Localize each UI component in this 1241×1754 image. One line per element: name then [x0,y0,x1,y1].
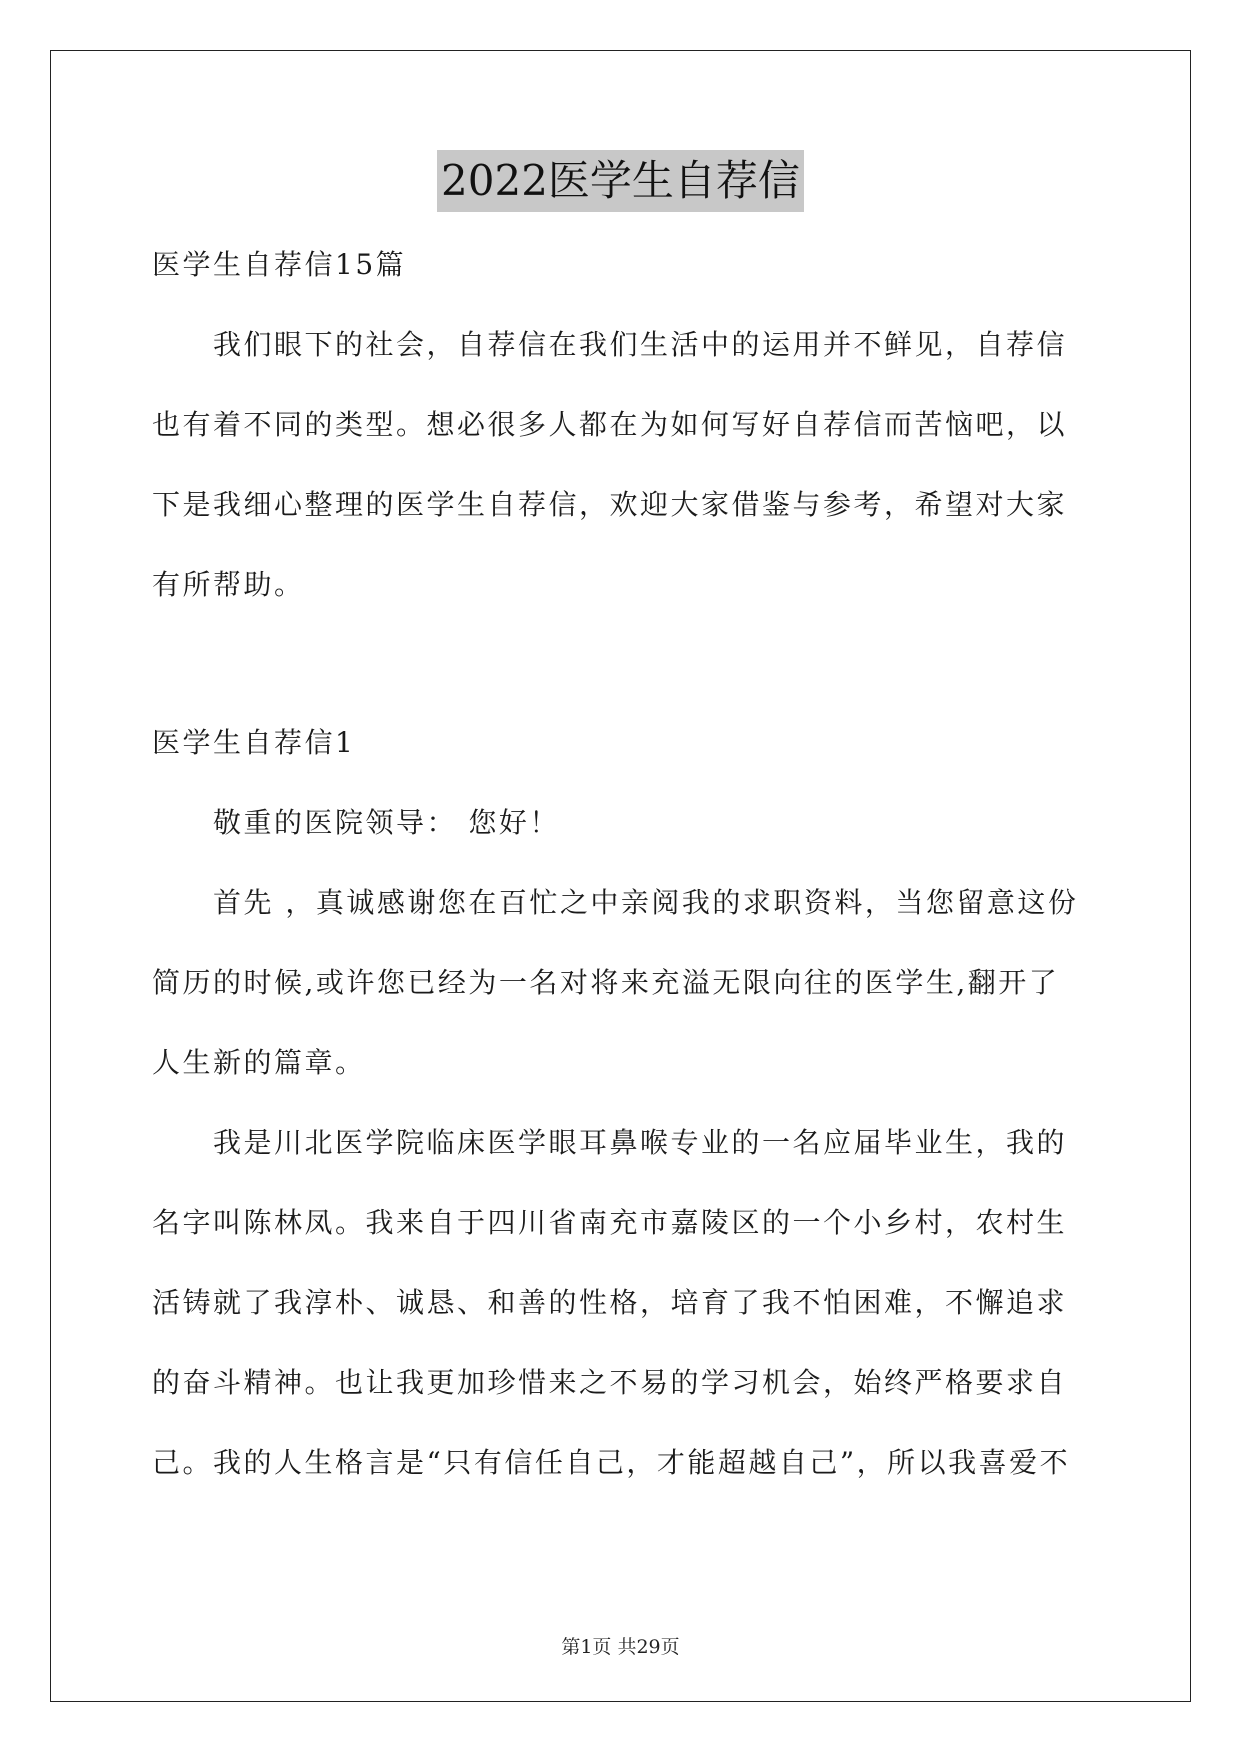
section-heading: 医学生自荐信1 [152,726,356,759]
paragraph-line: 己。我的人生格言是“只有信任自己，才能超越自己”，所以我喜爱不 [152,1446,1071,1479]
intro-line: 有所帮助。 [152,568,305,601]
paragraph-line: 我是川北医学院临床医学眼耳鼻喉专业的一名应届毕业生，我的 [213,1126,1068,1159]
paragraph-line: 简历的时候,或许您已经为一名对将来充溢无限向往的医学生,翻开了 [152,966,1060,999]
document-title: 2022医学生自荐信 [437,150,804,212]
title-container [0,150,1241,212]
paragraph-line: 的奋斗精神。也让我更加珍惜来之不易的学习机会，始终严格要求自 [152,1366,1068,1399]
intro-line: 下是我细心整理的医学生自荐信，欢迎大家借鉴与参考，希望对大家 [152,488,1068,521]
paragraph-line: 名字叫陈林凤。我来自于四川省南充市嘉陵区的一个小乡村，农村生 [152,1206,1068,1239]
document-body [152,225,1092,1503]
greeting: 敬重的医院领导： 您好！ [213,806,560,839]
paragraph-line: 首先 ，真诚感谢您在百忙之中亲阅我的求职资料，当您留意这份 [213,886,1079,919]
paragraph-line: 活铸就了我淳朴、诚恳、和善的性格，培育了我不怕困难，不懈追求 [152,1286,1068,1319]
paragraph-line: 人生新的篇章。 [152,1046,366,1079]
page-number: 第1页 共29页 [561,1636,680,1658]
subtitle: 医学生自荐信15篇 [152,248,407,281]
paragraph-gap [152,625,1092,703]
intro-line: 也有着不同的类型。想必很多人都在为如何写好自荐信而苦恼吧，以 [152,408,1068,441]
intro-line: 我们眼下的社会，自荐信在我们生活中的运用并不鲜见，自荐信 [213,328,1068,361]
